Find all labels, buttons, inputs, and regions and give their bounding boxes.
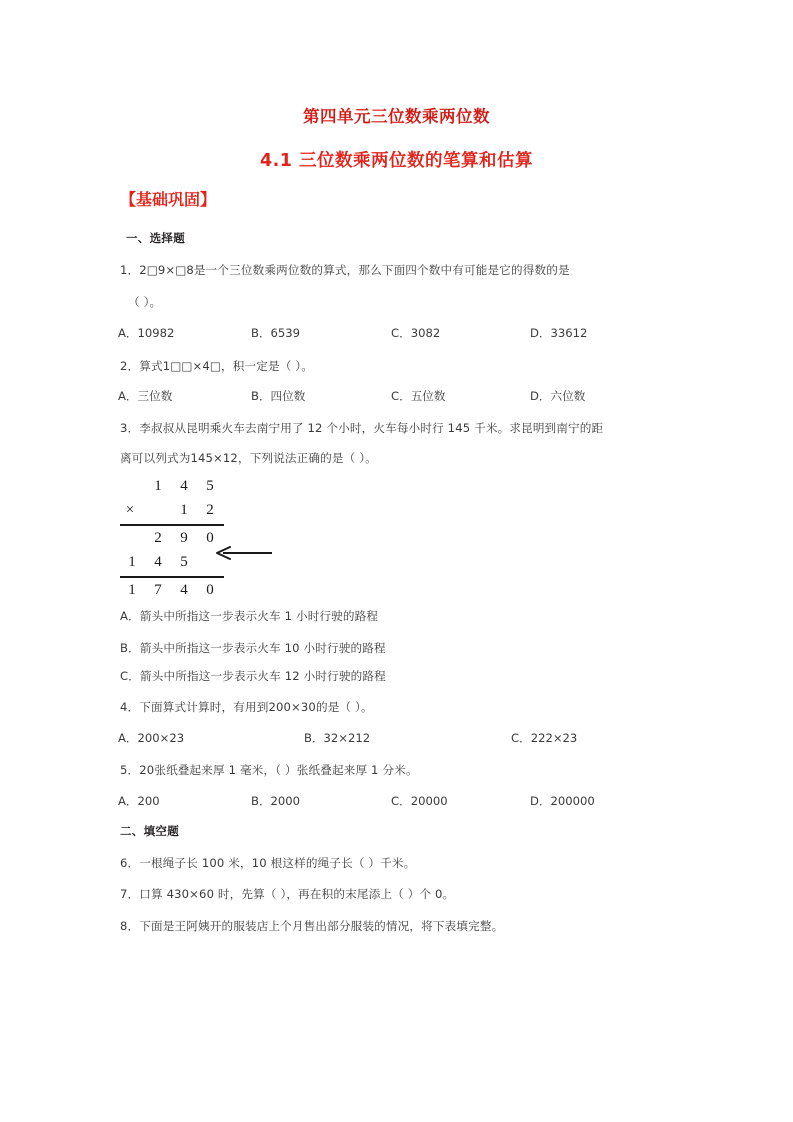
partial1-digit-1: 2 — [154, 530, 162, 546]
question-6: 6．一根绳子长 100 米，10 根这样的绳子长（ ）千米。 — [120, 856, 416, 870]
multiplicand-digit-3: 5 — [206, 478, 214, 494]
option-5-b[interactable]: B．2000 — [251, 794, 301, 808]
multiplicand-digit-2: 4 — [180, 478, 188, 494]
section-label-basic: 【基础巩固】 — [120, 190, 217, 209]
question-1-options — [118, 325, 718, 343]
total-digit-1: 1 — [128, 582, 136, 598]
partial2-digit-1: 1 — [128, 554, 136, 570]
question-2-options — [118, 388, 718, 406]
total-digit-4: 0 — [206, 582, 214, 598]
total-row — [118, 578, 228, 602]
question-5-line-1: 5．20张纸叠起来厚 1 毫米，（ ）张纸叠起来厚 1 分米。 — [120, 763, 418, 777]
option-1-d[interactable]: D．33612 — [530, 326, 588, 340]
multiplier-row — [118, 498, 228, 522]
question-2-line-1: 2．算式1□□×4□，积一定是（ ）。 — [120, 359, 313, 373]
vertical-multiplication-figure — [118, 474, 418, 600]
question-1-line-1: 1．2□9×□8是一个三位数乘两位数的算式，那么下面四个数中有可能是它的得数的是 — [120, 263, 570, 277]
multiplicand-row — [118, 474, 228, 498]
question-1-line-2: （ ）。 — [128, 295, 162, 309]
option-4-a[interactable]: A．200×23 — [118, 731, 185, 745]
total-digit-3: 4 — [180, 582, 188, 598]
option-5-c[interactable]: C．20000 — [391, 794, 448, 808]
heading-choice-questions: 一、选择题 — [126, 231, 185, 245]
option-4-b[interactable]: B．32×212 — [304, 731, 371, 745]
option-2-b[interactable]: B．四位数 — [251, 389, 306, 403]
option-2-d[interactable]: D．六位数 — [530, 389, 586, 403]
question-8: 8．下面是王阿姨开的服装店上个月售出部分服装的情况，将下表填完整。 — [120, 919, 504, 933]
option-1-a[interactable]: A．10982 — [118, 326, 175, 340]
partial1-digit-2: 9 — [180, 530, 188, 546]
question-3-line-1: 3．李叔叔从昆明乘火车去南宁用了 12 个小时，火车每小时行 145 千米。求昆明到南宁的距 — [120, 421, 604, 435]
option-2-c[interactable]: C．五位数 — [391, 389, 446, 403]
multiply-operator-icon: × — [125, 502, 135, 518]
partial2-digit-3: 5 — [180, 554, 188, 570]
option-3-a[interactable]: A．箭头中所指这一步表示火车 1 小时行驶的路程 — [120, 609, 379, 623]
question-7: 7．口算 430×60 时，先算（ ），再在积的末尾添上（ ）个 0。 — [120, 887, 455, 901]
option-2-a[interactable]: A．三位数 — [118, 389, 173, 403]
page-subtitle: 4.1 三位数乘两位数的笔算和估算 — [259, 151, 534, 171]
question-4-line-1: 4．下面算式计算时，有用到200×30的是（ ）。 — [120, 700, 373, 714]
question-3-line-2: 离可以列式为145×12，下列说法正确的是（ ）。 — [120, 451, 377, 465]
partial1-digit-3: 0 — [206, 530, 214, 546]
option-5-a[interactable]: A．200 — [118, 794, 160, 808]
left-arrow-icon — [214, 546, 274, 560]
option-1-c[interactable]: C．3082 — [391, 326, 441, 340]
heading-fill-in-blank: 二、填空题 — [120, 824, 179, 838]
multiplier-digit-2: 2 — [206, 502, 214, 518]
partial-product-1-row — [118, 526, 228, 550]
question-5-options — [118, 793, 718, 811]
multiplicand-digit-1: 1 — [154, 478, 162, 494]
option-4-c[interactable]: C．222×23 — [511, 731, 578, 745]
option-3-b[interactable]: B．箭头中所指这一步表示火车 10 小时行驶的路程 — [120, 641, 386, 655]
page-title: 第四单元三位数乘两位数 — [303, 107, 490, 126]
option-1-b[interactable]: B．6539 — [251, 326, 301, 340]
option-3-c[interactable]: C．箭头中所指这一步表示火车 12 小时行驶的路程 — [120, 669, 386, 683]
option-5-d[interactable]: D．200000 — [530, 794, 595, 808]
question-4-options — [118, 730, 718, 748]
total-digit-2: 7 — [154, 582, 162, 598]
multiplier-digit-1: 1 — [180, 502, 188, 518]
partial2-digit-2: 4 — [154, 554, 162, 570]
partial-product-2-row — [118, 550, 228, 574]
